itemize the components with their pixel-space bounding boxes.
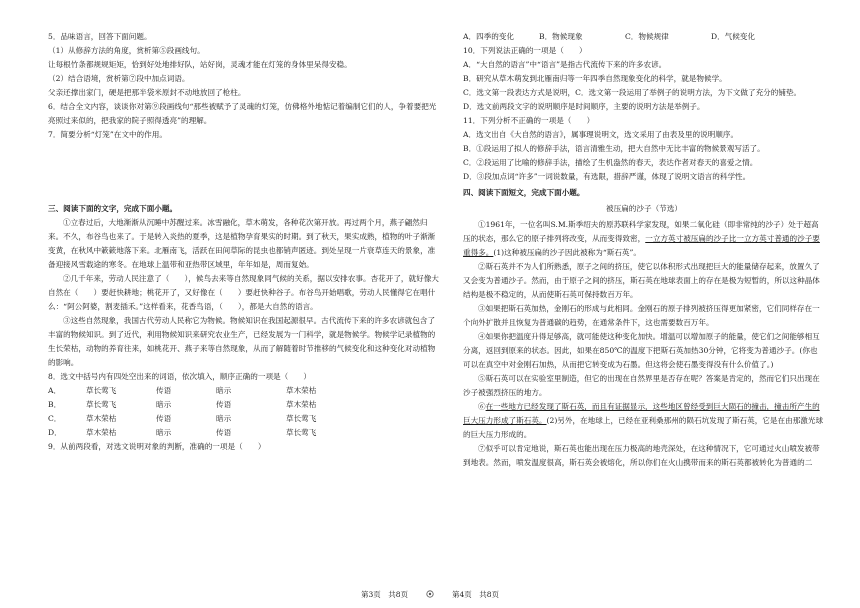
answer-space xyxy=(48,142,440,200)
right-column xyxy=(463,30,825,470)
section-3-heading: 三、阅读下面的文字，完成下面小题。 xyxy=(48,204,178,213)
question-8: 8．选文中括号内有四处空出来的词语，依次填入，顺序正确的一项是（ ） xyxy=(48,372,312,381)
question-10-option-d: D．选文前两段文字的说明顺序是时间顺序，主要的说明方法是举例子。 xyxy=(463,102,705,111)
page-number-left: 第3页 共8页 xyxy=(360,590,408,599)
question-8-option-a: A． 草长莺飞 传语 暗示 草木荣枯 xyxy=(48,386,317,395)
center-mark-icon xyxy=(426,590,434,600)
question-11-option-d: D．③段加点词“许多”一词说数量，有选限，措辞严谨，体现了说明文语言的科学性。 xyxy=(463,172,751,181)
question-7: 7．简要分析“灯笼”在文中的作用。 xyxy=(48,130,167,139)
question-10-option-b: B．研究从草木萌发到北雁南归等一年四季自然现象变化的科学，就是物候学。 xyxy=(463,74,727,83)
question-10-option-c: C．选文第一段表达方式是说明，C．选文第一段运用了举例子的说明方法，为下文做了充分的铺垫。 xyxy=(463,88,802,97)
essay-paragraph-1: ①1961年，一位名叫S.M.斯季绍夫的原苏联科学家发现，如果二氧化硅（即非常纯的沙子）处于超高压的状态，那么它的原子排列将改变，从而变得致密，一立方英寸被压扁的沙子比一立方英寸普通的沙子要重得多。(1)这种被压扁的沙子因此被称为“斯石英”。 xyxy=(463,220,820,257)
question-8-option-c: C． 草木荣枯 传语 暗示 草长莺飞 xyxy=(48,414,317,423)
passage-paragraph-3: ③这些自然现象，我国古代劳动人民称它为物候。物候知识在我国起源很早。古代流传下来的许多农谚就包含了丰富的物候知识。到了近代，利用物候知识来研究农业生产，已经发展为一门科学，就是物候学。物候学记录植物的生长荣枯，动物的养育往来，如桃花开、燕子来等自然现象，从而了解随着时节推移的气候变化和这种变化对动植物的影响。 xyxy=(48,316,436,367)
question-9: 9．从前两段看，对选文说明对象的判断，准确的一项是（ ） xyxy=(48,442,266,451)
question-10: 10．下列说法正确的一项是（ ） xyxy=(463,46,587,55)
underlined-sentence-1: 一立方英寸被压扁的沙子比一立方英寸普通的沙子要重得多。 xyxy=(463,234,820,257)
question-6: 6．结合全文内容，谈谈你对第⑨段画线句“那些被赋予了灵魂的灯笼，仿佛格外地惦记着编制它们的人，争着要把光亮照过来似的，把我家的院子照得透亮”的理解。 xyxy=(48,102,437,125)
question-10-option-a: A．“大自然的语言”中“语言”是指古代流传下来的许多农谚。 xyxy=(463,60,667,69)
question-11-option-b: B．①段运用了拟人的修辞手法，语言清雅生动，把大自然中无比丰富的物候景观写活了。 xyxy=(463,144,765,153)
essay-paragraph-6: ⑥在一些地方已经发现了斯石英，而且有证据显示，这些地区曾经受到巨大陨石的撞击，撞击所产生的巨大压力形成了斯石英。(2)另外，在地球上，已经在亚利桑那州的陨石坑发现了斯石英，它是在由那激光球的巨大压力形成的。 xyxy=(463,402,824,439)
essay-paragraph-2: ②斯石英并不为人们所熟悉，原子之间的挤压，使它以体积形式出现把巨大的能量储存起来，放置久了又会变为普通沙子。然而，由于原子之间的挤压，斯石英在地球表面上的存在是极为短暂的，所以这种晶体结构是极不稳定的，从而使斯石英可保持数百万年。 xyxy=(463,262,820,299)
passage-paragraph-2: ②几千年来，劳动人民注意了（ ），候鸟去来等自然现象同气候的关系，据以安排农事。杏花开了，就好像大自然在（ ）要赶快耕地；桃花开了，又好像在（ ）要赶快种谷子。布谷鸟开始唱歌，劳动人民懂得它在唱什么：“阿公阿婆，割麦插禾。”这样看来，花香鸟语，（ ），都是大自然的语言。 xyxy=(48,274,439,311)
page-footer xyxy=(0,589,860,600)
question-8-option-d: D． 草木荣枯 暗示 传语 草长莺飞 xyxy=(48,428,317,437)
essay-title: 被压扁的沙子（节选） xyxy=(606,204,682,213)
question-11-option-c: C．②段运用了比喻的修辞手法，描绘了生机盎然的春天，表达作者对春天的喜爱之情。 xyxy=(463,158,758,167)
essay-paragraph-4: ④如果你把温度升得足够高，就可能使这种变化加快。增温可以增加原子的能量，使它们之间能够相互分离，返回到原来的状态。因此，如果在850℃的温度下把斯石英加热30分钟，它将变为普通沙子。(你也可以在真空中对金刚石加热，从而把它转变成为石墨。但这将会使石墨变得没有什么价值了。) xyxy=(463,332,820,369)
essay-paragraph-7: ⑦似乎可以肯定地说，斯石英也能出现在压力极高的地壳深处，在这种情况下，它可通过火山喷发被带到地表。然而，喷发温度很高，斯石英会被熔化，所以你们在火山携带而来的斯石英都被转化为普通的二 xyxy=(463,444,820,467)
passage-paragraph-1: ①立春过后，大地渐渐从沉睡中苏醒过来。冰雪融化，草木萌发，各种花次第开放。再过两个月，燕子翩然归来。不久，布谷鸟也来了。于是转入炎热的夏季，这是植物孕育果实的时期。到了秋天，果实成熟，植物的叶子渐渐变黄，在秋风中簌簌地落下来。北雁南飞，活跃在田间草际的昆虫也都销声匿迹。到处呈现一片衰草连天的景象，准备迎接风雪载途的寒冬。在地球上温带和亚热带区域里，年年如是，周而复始。 xyxy=(48,218,436,269)
underlined-sentence-2: 在一些地方已经发现了斯石英，而且有证据显示，这些地区曾经受到巨大陨石的撞击，撞击所产生的巨大压力形成了斯石英。 xyxy=(463,402,820,425)
question-9-options: A．四季的变化 B．物候现象 C．物候规律 D．气候变化 xyxy=(463,32,756,41)
section-4-heading: 四、阅读下面短文，完成下面小题。 xyxy=(463,188,585,197)
question-5-part-2: （2）结合语境，赏析第⑦段中加点词语。 xyxy=(48,74,190,83)
question-5-part-1: （1）从修辞方法的角度，赏析第⑤段画线句。 xyxy=(48,46,205,55)
essay-paragraph-5: ⑤斯石英可以在实验室里制造，但它的出现在自然界里是否存在呢？答案是肯定的，然而它们只出现在沙子被强烈挤压的地方。 xyxy=(463,374,820,397)
question-5-part-1-quote: 让每根竹条都规规矩矩，恰到好处地排好队，站好岗，灵魂才能在灯笼的身体里呆得安稳。 xyxy=(48,60,352,69)
question-11: 11．下列分析不正确的一项是（ ） xyxy=(463,116,595,125)
question-5: 5．品味语言，回答下面问题。 xyxy=(48,32,152,41)
essay-paragraph-3: ③如果把斯石英加热，金刚石的形成与此相同。金刚石的原子排列被挤压得更加紧密，它们同样存在一个向外扩散并且恢复为普通碳的趋势，在通常条件下，这也需要数百万年。 xyxy=(463,304,820,327)
page-number-right: 第4页 共8页 xyxy=(452,590,500,599)
left-column xyxy=(48,30,440,454)
question-11-option-a: A．选文出自《大自然的语言》，属事理说明文，选文采用了由表及里的说明顺序。 xyxy=(463,130,739,139)
question-5-part-2-quote: 父亲还撑出家门，硬是把那半袋米原封不动地放回了枪柱。 xyxy=(48,88,246,97)
question-8-option-b: B． 草长莺飞 暗示 传语 草木荣枯 xyxy=(48,400,317,409)
